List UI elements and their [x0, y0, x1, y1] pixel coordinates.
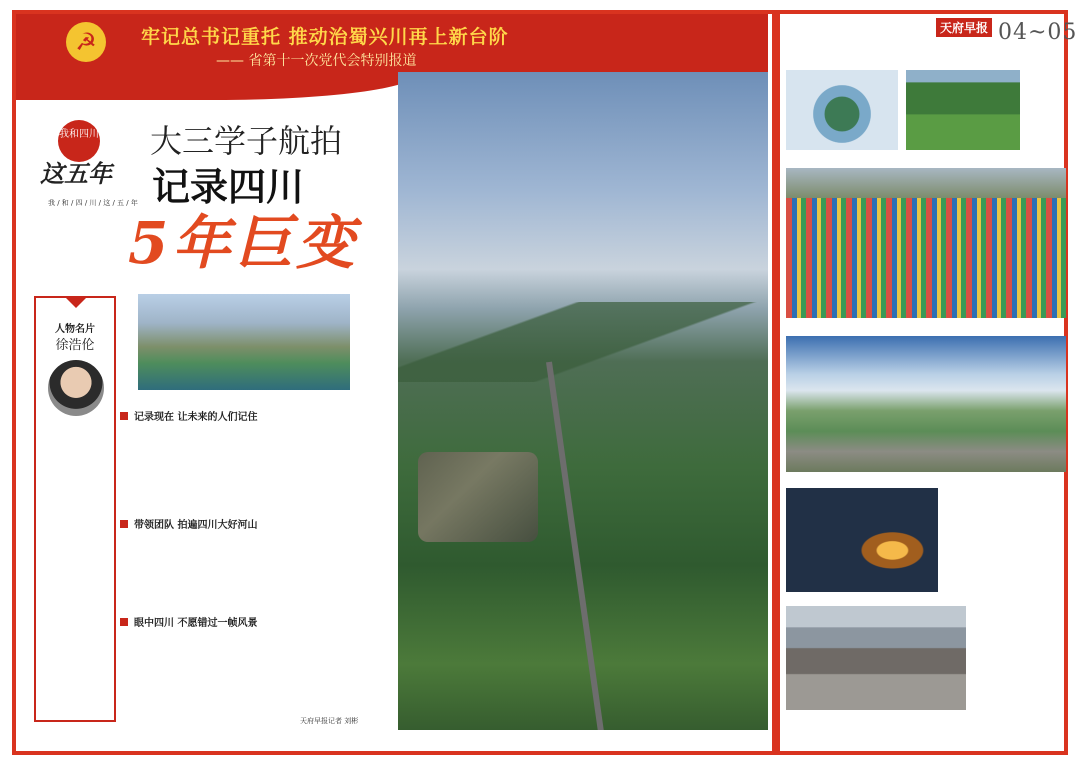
series-logo-top: 我和四川 — [58, 120, 100, 162]
profile-name: 徐浩伦 — [55, 338, 95, 353]
article-title-line3: 5年巨变 — [128, 209, 359, 277]
profile-label: 人物名片 — [55, 324, 95, 335]
banner-subheadline: —— 省第十一次党代会特别报道 — [216, 53, 417, 69]
photo-road — [546, 362, 605, 730]
series-subtitle: 我 / 和 / 四 / 川 / 这 / 五 / 年 — [48, 199, 138, 207]
section-heading-2 — [120, 516, 257, 531]
section-heading-text: 记录现在 让未来的人们记住 — [134, 412, 258, 423]
article-column-1b — [264, 410, 384, 510]
series-logo-main: 这五年 — [40, 159, 112, 188]
section-marker — [120, 618, 128, 626]
article-title-line2: 记录四川 — [152, 165, 305, 209]
section-heading-text: 带领团队 拍遍四川大好河山 — [134, 520, 258, 531]
section-heading-3 — [120, 614, 257, 629]
photo-ridge — [398, 302, 768, 382]
rail-yard-photo — [786, 606, 966, 710]
sinkhole-photo — [906, 70, 1020, 150]
series-logo — [38, 120, 118, 200]
section-heading-1 — [120, 408, 257, 423]
tiny-planet-photo — [786, 70, 898, 150]
section-marker — [120, 520, 128, 528]
paper-name: 天府早报 — [936, 18, 992, 37]
page-numbers: 04~05 — [998, 20, 1078, 45]
party-emblem-icon: ☭ — [66, 22, 106, 62]
article-column-3b — [264, 620, 384, 710]
section-marker — [120, 412, 128, 420]
profile-card — [34, 296, 116, 722]
byline: 天府早报记者 刘彬 — [300, 717, 359, 725]
article-title-line1: 大三学子航拍 — [150, 122, 343, 160]
banner-headline: 牢记总书记重托 推动治蜀兴川再上新台阶 — [141, 26, 509, 48]
photo-village — [418, 452, 538, 542]
panorama-photo — [786, 336, 1066, 472]
night-interchange-photo — [786, 488, 938, 592]
city-aerial-photo — [138, 294, 350, 390]
article-column-2a — [120, 532, 260, 602]
article-column-1a — [120, 424, 260, 512]
page-divider — [772, 14, 780, 751]
profile-arrow — [64, 296, 88, 308]
section-heading-text: 眼中四川 不愿错过一帧风景 — [134, 618, 258, 629]
mountain-aerial-photo — [398, 72, 768, 730]
marathon-treeline — [786, 168, 1066, 198]
marathon-photo — [786, 168, 1066, 318]
article-column-3a — [120, 630, 260, 710]
header-banner — [16, 14, 768, 74]
profile-portrait — [48, 360, 104, 416]
article-column-2b — [264, 520, 384, 604]
